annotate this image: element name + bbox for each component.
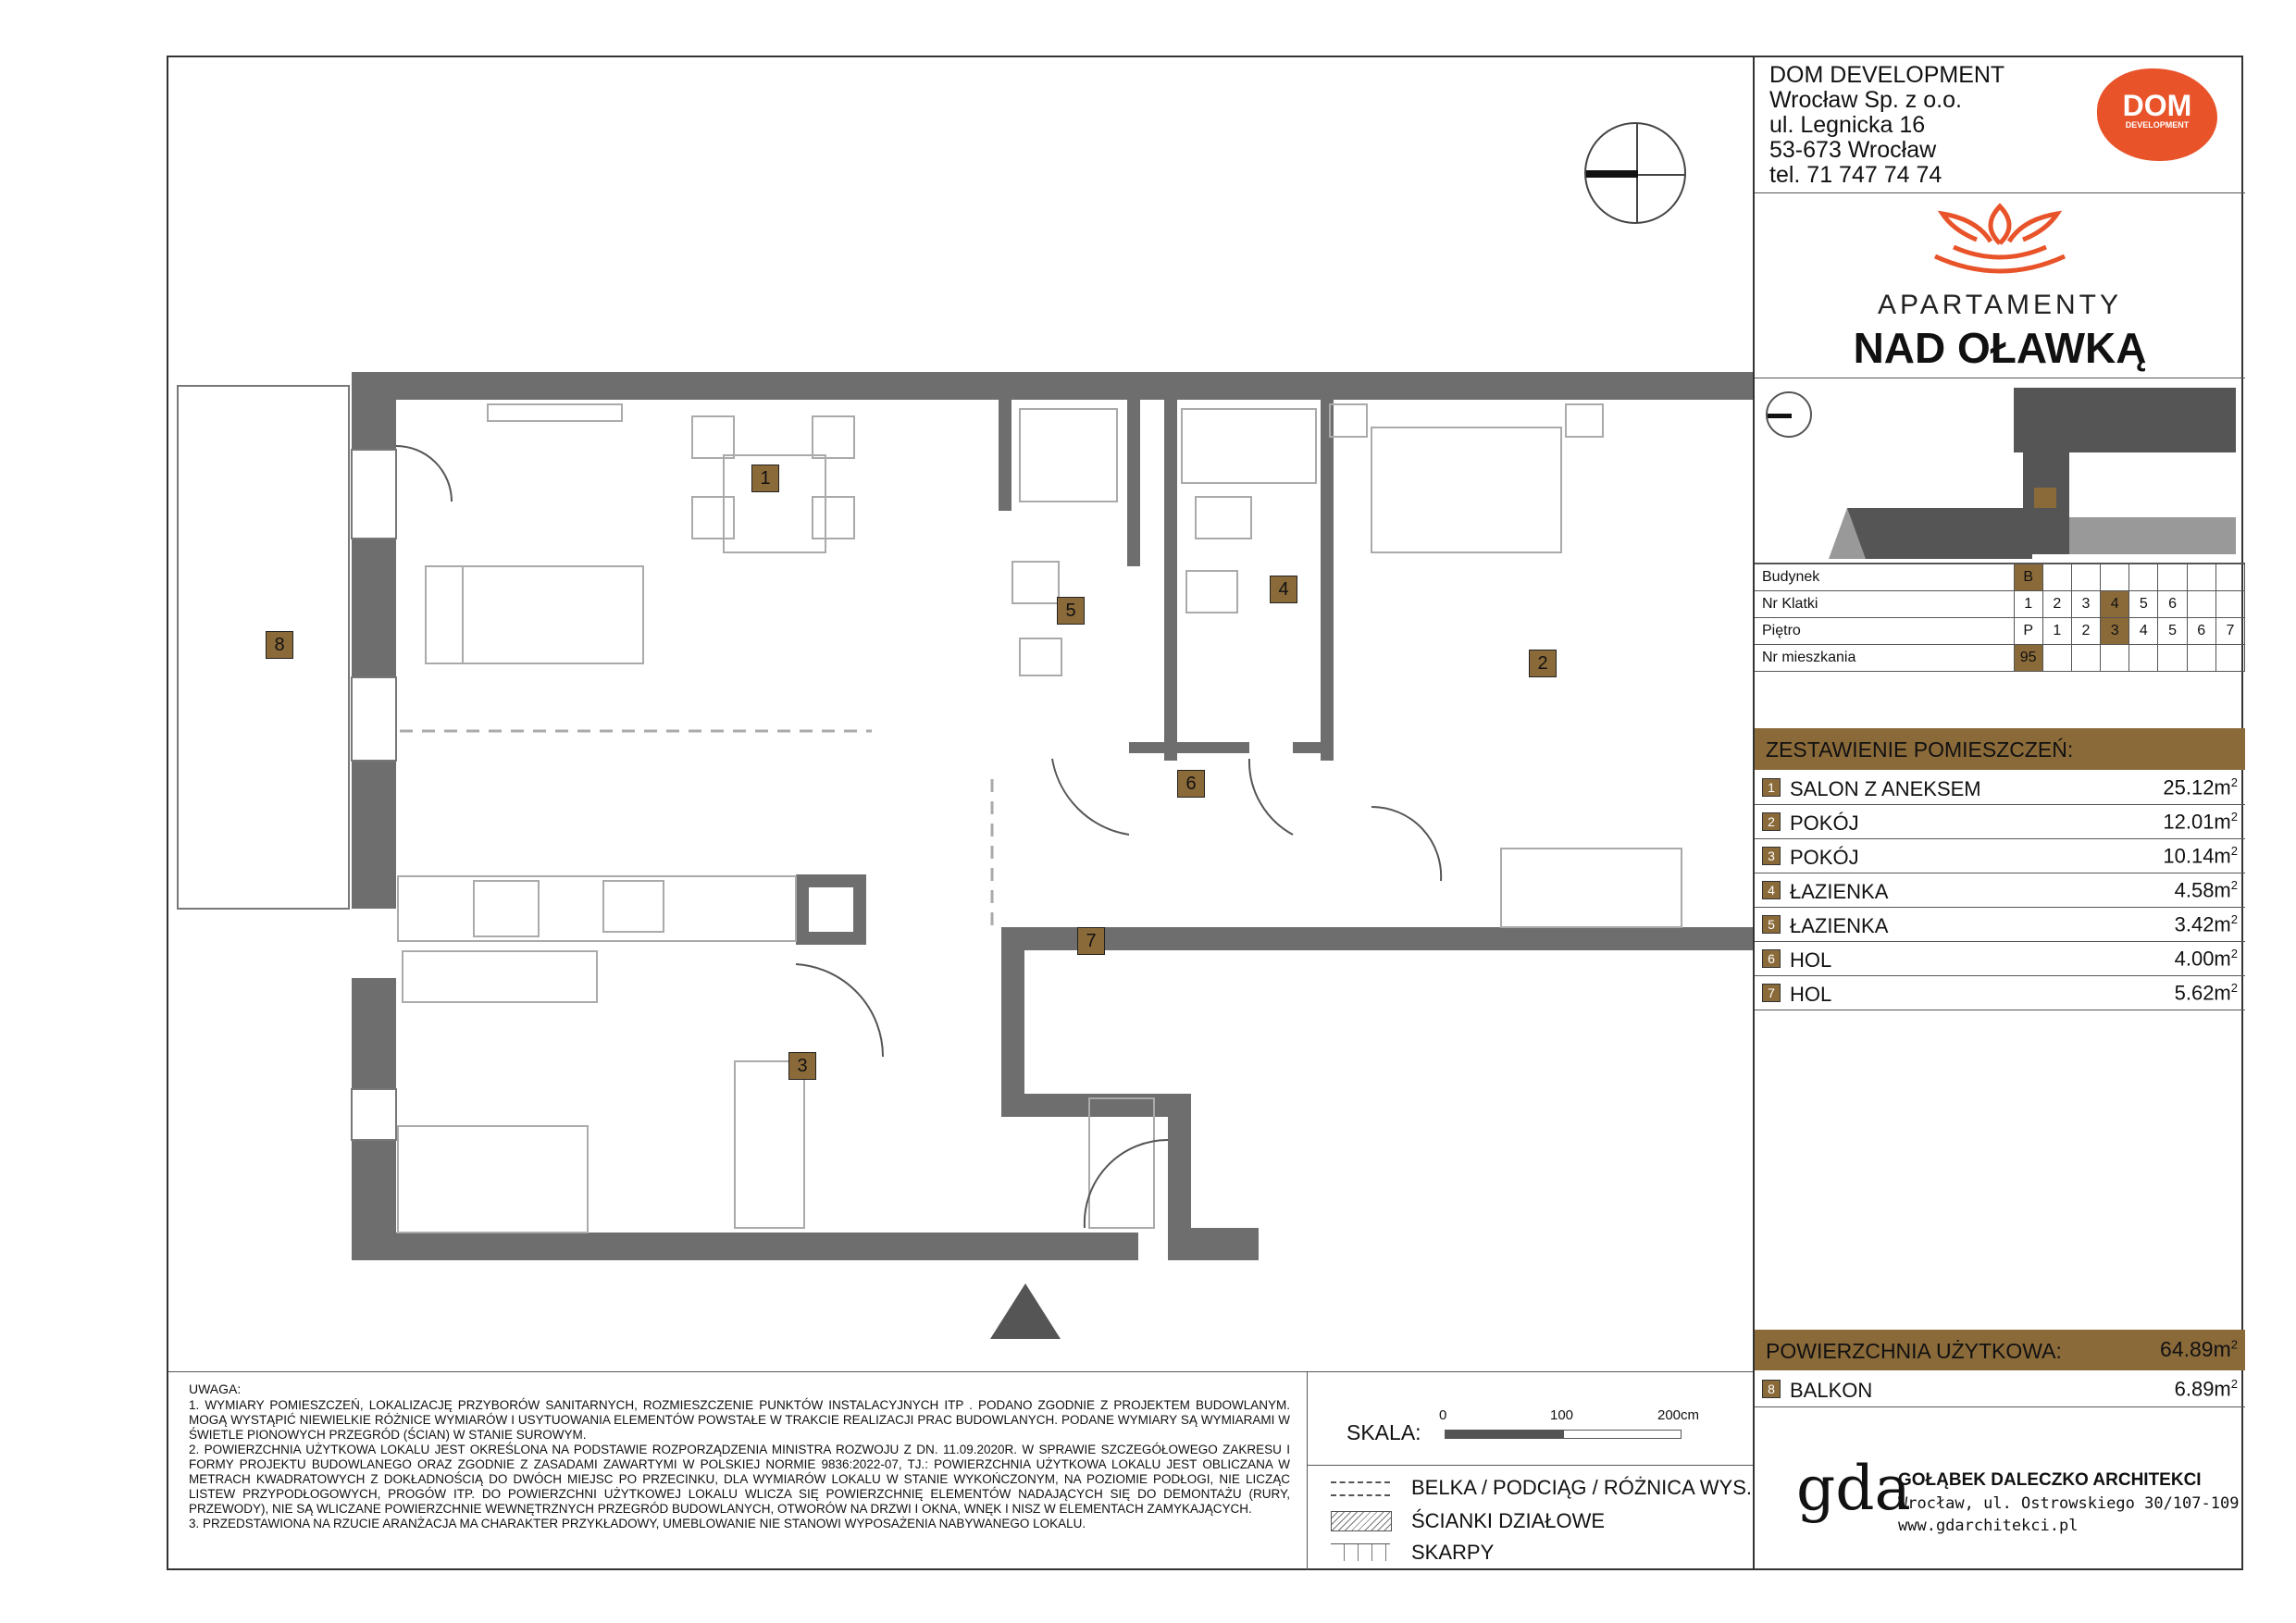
room-tag-2: 2 [1529,650,1557,677]
wall [352,372,396,450]
chair [813,416,854,458]
wall [1001,927,1753,950]
sofa [426,566,643,663]
rooms-header: ZESTAWIENIE POMIESZCZEŃ: [1755,728,2245,770]
room-tag-5: 5 [1057,597,1085,625]
wall [1293,742,1330,753]
balcony-outline [178,386,349,909]
building-outline-map [1792,378,2245,564]
toilet [1196,497,1251,539]
architect-block: gda GOŁĄBEK DALECZKO ARCHITEKCI Wrocław, ul. Ostrowskiego 30/107-109 www.gdarchitekci.pl [1753,1407,2243,1570]
window [352,677,396,761]
chair [813,497,854,539]
legend-skarpy-icon [1331,1543,1390,1561]
desk [403,951,597,1002]
nightstand [1566,404,1603,437]
window [352,450,396,539]
room-tag-1: 1 [751,465,779,492]
compass-icon [1584,122,1686,224]
note-item: 3. PRZEDSTAWIONA NA RZUCIE ARANŻACJA MA CHARAKTER PRZYKŁADOWY, UMEBLOWANIE NIE STANOWI WYPOSAŻENIA NABYWANEGO LOKALU. [189,1517,1086,1530]
toilet [1020,638,1061,675]
project-branding [1755,193,2245,378]
scale-legend-block: SKALA: 0 100 200cm BELKA / PODCIĄG / RÓŻNICA WYS. ŚCIANKI DZIAŁOWE SKARPY [1307,1371,1753,1570]
room-row: 1 SALON Z ANEKSEM $25.12m^2$ [1755,770,2245,805]
door-swing [1085,1140,1168,1228]
site-key-plan [1755,378,2245,564]
room-tag-3: 3 [788,1052,816,1080]
project-name-line2: NAD OŁAWKĄ [1853,324,2147,372]
plan-sheet [167,56,2243,1570]
apartment-info-table [1755,564,2245,678]
scale-label: SKALA: [1347,1420,1421,1444]
info-row-pietro: Piętro P 1 2 3 4 5 6 7 [1755,618,2245,645]
wall [1001,927,1024,1117]
wall [354,372,1753,400]
wall [352,539,396,677]
chair [692,497,734,539]
rooms-list [1755,770,2245,1075]
wall [1127,400,1140,566]
entrance-arrow [990,1283,1061,1339]
window [352,1089,396,1140]
room-tag-6: 6 [1177,770,1205,798]
project-name-line1: APARTAMENTY [1877,290,2123,320]
kitchen-counter [398,876,796,941]
wall [1129,742,1249,753]
dom-logo: DOM DEVELOPMENT [2097,68,2217,161]
wall [1321,400,1334,761]
wardrobe [1089,1098,1154,1228]
room-row: 7 HOL $5.62m^2$ [1755,975,2245,1010]
nightstand [1330,404,1367,437]
door-swing [1249,759,1293,835]
bathtub [1182,409,1316,483]
wall [352,978,396,1089]
hob [474,881,539,936]
wardrobe [735,1061,804,1228]
info-row-klatka: Nr Klatki 1 2 3 4 5 6 [1755,591,2245,618]
legend-hatch-icon [1331,1511,1392,1531]
wall [1189,1228,1259,1260]
scale-bar [1445,1430,1682,1439]
company-address: DOM DEVELOPMENT Wrocław Sp. z o.o. ul. Legnicka 16 53-673 Wrocław tel. 71 747 74 74 [1769,62,2005,188]
door-swing [796,964,883,1057]
wall [1164,400,1177,761]
door-swing [1371,807,1441,881]
wall [1168,1094,1191,1260]
usable-area-row: POWIERZCHNIA UŻYTKOWA: $64.89m^2$ [1755,1330,2245,1370]
right-column [1753,57,2243,1570]
info-row-mieszkanie: Nr mieszkania 95 [1755,645,2245,672]
room-row: 3 POKÓJ $10.14m^2$ [1755,838,2245,873]
architect-monogram: gda [1796,1453,1911,1524]
lotus-logo-icon [1926,203,2074,277]
radiator [488,404,622,421]
info-row-budynek: Budynek B [1755,564,2245,591]
wall [352,1233,1138,1260]
bed-double [1371,427,1561,552]
room-row: 6 HOL $4.00m^2$ [1755,941,2245,976]
legend-skarpy-label: SKARPY [1411,1541,1495,1564]
wall [999,400,1011,511]
note-item: 2. POWIERZCHNIA UŻYTKOWA LOKALU JEST OKREŚLONA NA PODSTAWIE ROZPORZĄDZENIA MINISTRA ROZWOJU Z DN. 11.09.2020R. W SPRAWIE SZCZEGÓŁOWEGO ZAKRESU I FORMY PROJEKTU BUDOWLANEGO ORAZ ZGODNIE Z ZASADAMI ZAWARTYMI W POLSKIEJ NORMIE 9836:2022-07, TJ.: POWIERZCHNIA UŻYTKOWA LOKALU JEST OBLICZANA W METRACH KWADRATOWYCH Z DOKŁADNOŚCIĄ DO DWÓCH MIEJSC PO PRZECINKU, DLA WYMIARÓW LOKALU W STANIE WYKOŃCZONYM, NA POZIOMIE PODŁOGI, NIE LICZĄC LISTEW PRZYPODŁOGOWYCH, PROGÓW ITP. DO POWIERZCHNI UŻYTKOWEJ LOKALU WLICZA SIĘ POWIERZCHNIĘ ELEMENTÓW NADAJĄCYCH SIĘ DO DEMONTAŻU (RURY, PRZEWODY), NIE SĄ WLICZANE POWIERZCHNIE WEWNĘTRZNYCH PRZEGRÓD BUDOWLANYCH, OTWORÓW NA DRZWI I OKNA, WNĘK I NISZ W ELEMENTACH ZAMYKAJĄCYCH. [189,1443,1290,1516]
wardrobe [1501,849,1682,927]
door-swing [1052,759,1129,835]
wall [352,761,396,909]
company-block [1755,57,2245,193]
washbasin [1012,562,1059,603]
shower [1020,409,1117,502]
legend-hatch-label: ŚCIANKI DZIAŁOWE [1411,1509,1606,1532]
floor-plan [168,57,1753,1390]
wall [1001,1094,1186,1117]
room-row: 2 POKÓJ $12.01m^2$ [1755,804,2245,839]
balcony-row: 8 BALKON $6.89m^2$ [1755,1370,2245,1407]
washbasin [1186,571,1237,613]
legend-beam-icon [1331,1481,1390,1496]
sink [603,881,664,932]
notes-block: UWAGA: 1. WYMIARY POMIESZCZEŃ, LOKALIZACJĘ PRZYBORÓW SANITARNYCH, ROZMIESZCZENIE PUNKTÓW INSTALACYJNYCH ITP . PODANO ZGODNIE Z PROJEKTEM BUDOWLANYM. MOGĄ WYSTĄPIĆ NIEWIELKIE RÓŻNICE WYMIARÓW I USYTUOWANIA ELEMENTÓW POWSTAŁE W TRAKCIE REALIZACJI PRAC BUDOWLANYCH. PODANE WYMIARY SĄ WYMIARAMI W ŚWIETLE PIONOWYCH PRZEGRÓD (ŚCIAN) W STANIE SUROWYM. 2. POWIERZCHNIA UŻYTKOWA LOKALU JEST OKREŚLONA NA PODSTAWIE ROZPORZĄDZENIA MINISTRA ROZWOJU Z DN. 11.09.2020R. W SPRAWIE SZCZEGÓŁOWEGO ZAKRESU I FORMY PROJEKTU BUDOWLANEGO ORAZ ZGODNIE Z ZASADAMI ZAWARTYMI W POLSKIEJ NORMIE 9836:2022-07, TJ.: POWIERZCHNIA UŻYTKOWA LOKALU JEST OBLICZANA W METRACH KWADRATOWYCH Z DOKŁADNOŚCIĄ DO DWÓCH MIEJSC PO PRZECINKU, DLA WYMIARÓW LOKALU W STANIE WYKOŃCZONYM, NA POZIOMIE PODŁOGI, NIE LICZĄC LISTEW PRZYPODŁOGOWYCH, PROGÓW ITP. DO POWIERZCHNI UŻYTKOWEJ LOKALU WLICZA SIĘ POWIERZCHNIĘ ELEMENTÓW NADAJĄCYCH SIĘ DO DEMONTAŻU (RURY, PRZEWODY), NIE SĄ WLICZANE POWIERZCHNIE WEWNĘTRZNYCH PRZEGRÓD BUDOWLANYCH, OTWORÓW NA DRZWI I OKNA, WNĘK I NISZ W ELEMENTACH ZAMYKAJĄCYCH. 3. PRZEDSTAWIONA NA RZUCIE ARANŻACJA MA CHARAKTER PRZYKŁADOWY, UMEBLOWANIE NIE STANOWI WYPOSAŻENIA NABYWANEGO LOKALU. [168,1371,1307,1570]
note-item: 1. WYMIARY POMIESZCZEŃ, LOKALIZACJĘ PRZYBORÓW SANITARNYCH, ROZMIESZCZENIE PUNKTÓW INSTALACYJNYCH ITP . PODANO ZGODNIE Z PROJEKTEM BUDOWLANYM. MOGĄ WYSTĄPIĆ NIEWIELKIE RÓŻNICE WYMIARÓW I USYTUOWANIA ELEMENTÓW POWSTAŁE W TRAKCIE REALIZACJI PRAC BUDOWLANYCH. PODANE WYMIARY SĄ WYMIARAMI W ŚWIETLE PIONOWYCH PRZEGRÓD (ŚCIAN) W STANIE SUROWYM. [189,1398,1290,1442]
sofa-back [426,566,463,663]
room-tag-7: 7 [1077,927,1105,955]
chair [692,416,734,458]
room-tag-4: 4 [1270,576,1297,603]
room-tag-8: 8 [266,631,293,659]
bed-single [398,1126,588,1233]
door-swing [396,446,452,502]
legend-beam-label: BELKA / PODCIĄG / RÓŻNICA WYS. [1411,1476,1752,1499]
room-row: 5 ŁAZIENKA $3.42m^2$ [1755,907,2245,942]
room-row: 4 ŁAZIENKA $4.58m^2$ [1755,873,2245,908]
